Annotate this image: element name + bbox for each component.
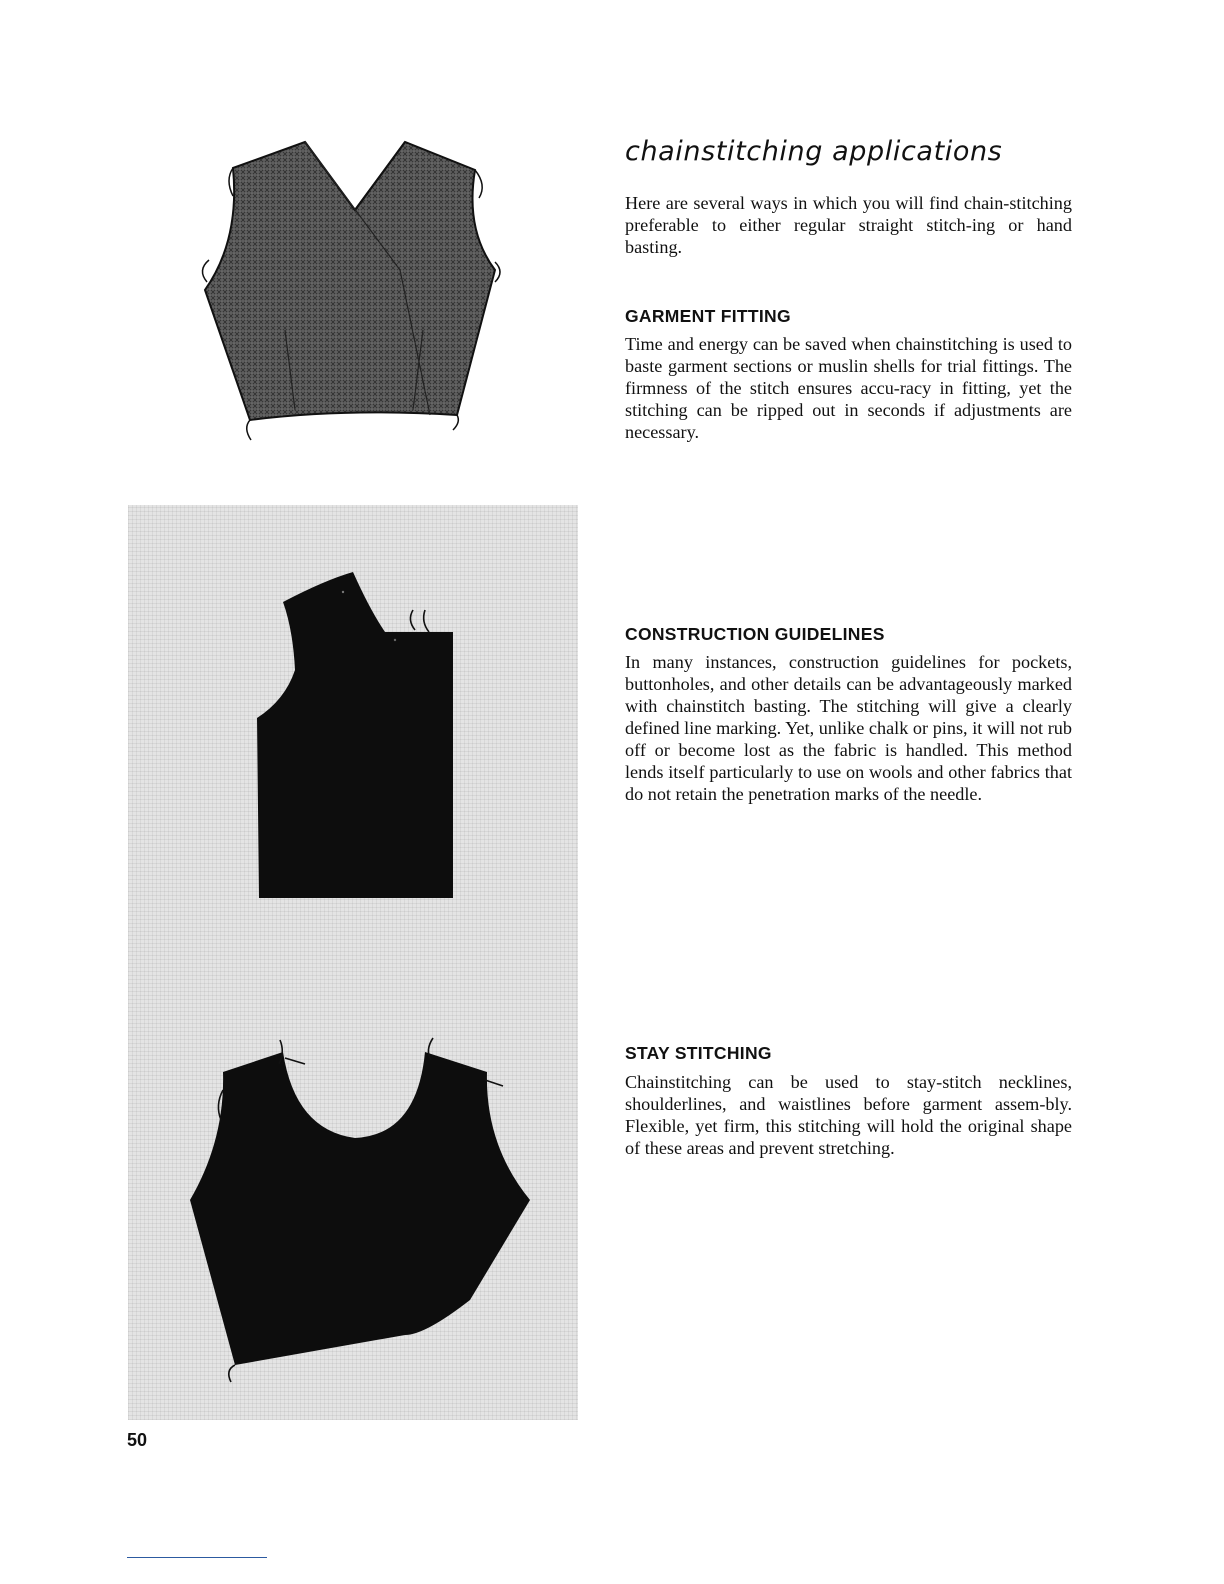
intro-paragraph: Here are several ways in which you will find chain-stitching preferable to either regular straight stitch-ing or hand basting.: [625, 193, 1072, 257]
page-title: chainstitching applications: [625, 136, 1003, 167]
thread-tail: [495, 262, 500, 282]
thread-tail: [424, 610, 429, 632]
section-heading-construction-guidelines: CONSTRUCTION GUIDELINES: [625, 624, 885, 644]
thread-tail: [229, 1365, 235, 1382]
thread-tail: [485, 1080, 503, 1086]
footer-rule: [127, 1557, 267, 1558]
section-heading-stay-stitching: STAY STITCHING: [625, 1043, 772, 1063]
page-number: 50: [127, 1430, 148, 1450]
basted-vest-illustration: [195, 130, 515, 450]
thread-tail: [285, 1058, 305, 1064]
thread-tail: [453, 415, 458, 430]
section-text-stay-stitching: Chainstitching can be used to stay-stitch necklines, shoulderlines, and waistlines before garment assem-bly. Flexible, yet firm, this stitching will hold the original shape of these areas and prevent stretching.: [625, 1072, 1072, 1158]
thread-tail: [410, 610, 415, 630]
thread-tail: [475, 170, 482, 198]
section-heading-garment-fitting: GARMENT FITTING: [625, 306, 791, 326]
section-text-garment-fitting: Time and energy can be saved when chainstitching is used to baste garment sections or muslin shells for trial fittings. The firmness of the stitch ensures accu-racy in fitting, yet the stitching can be ripped out in seconds if adjustments are necessary.: [625, 334, 1072, 442]
section-text-construction-guidelines: In many instances, construction guidelines for pockets, buttonholes, and other details can be advantageously marked with chainstitch basting. The stitching will give a clearly defined line marking. Yet, unlike chalk or pins, it will not rub off or become lost as the fabric is handled. This method lends itself particularly to use on wools and other fabrics that do not retain the penetration marks of the needle.: [625, 652, 1072, 804]
bodice-front-piece: [245, 570, 465, 910]
vest-body: [205, 142, 495, 420]
bodice-back-piece: [185, 1030, 530, 1385]
thread-tail: [202, 260, 209, 282]
thread-tail: [247, 420, 251, 440]
